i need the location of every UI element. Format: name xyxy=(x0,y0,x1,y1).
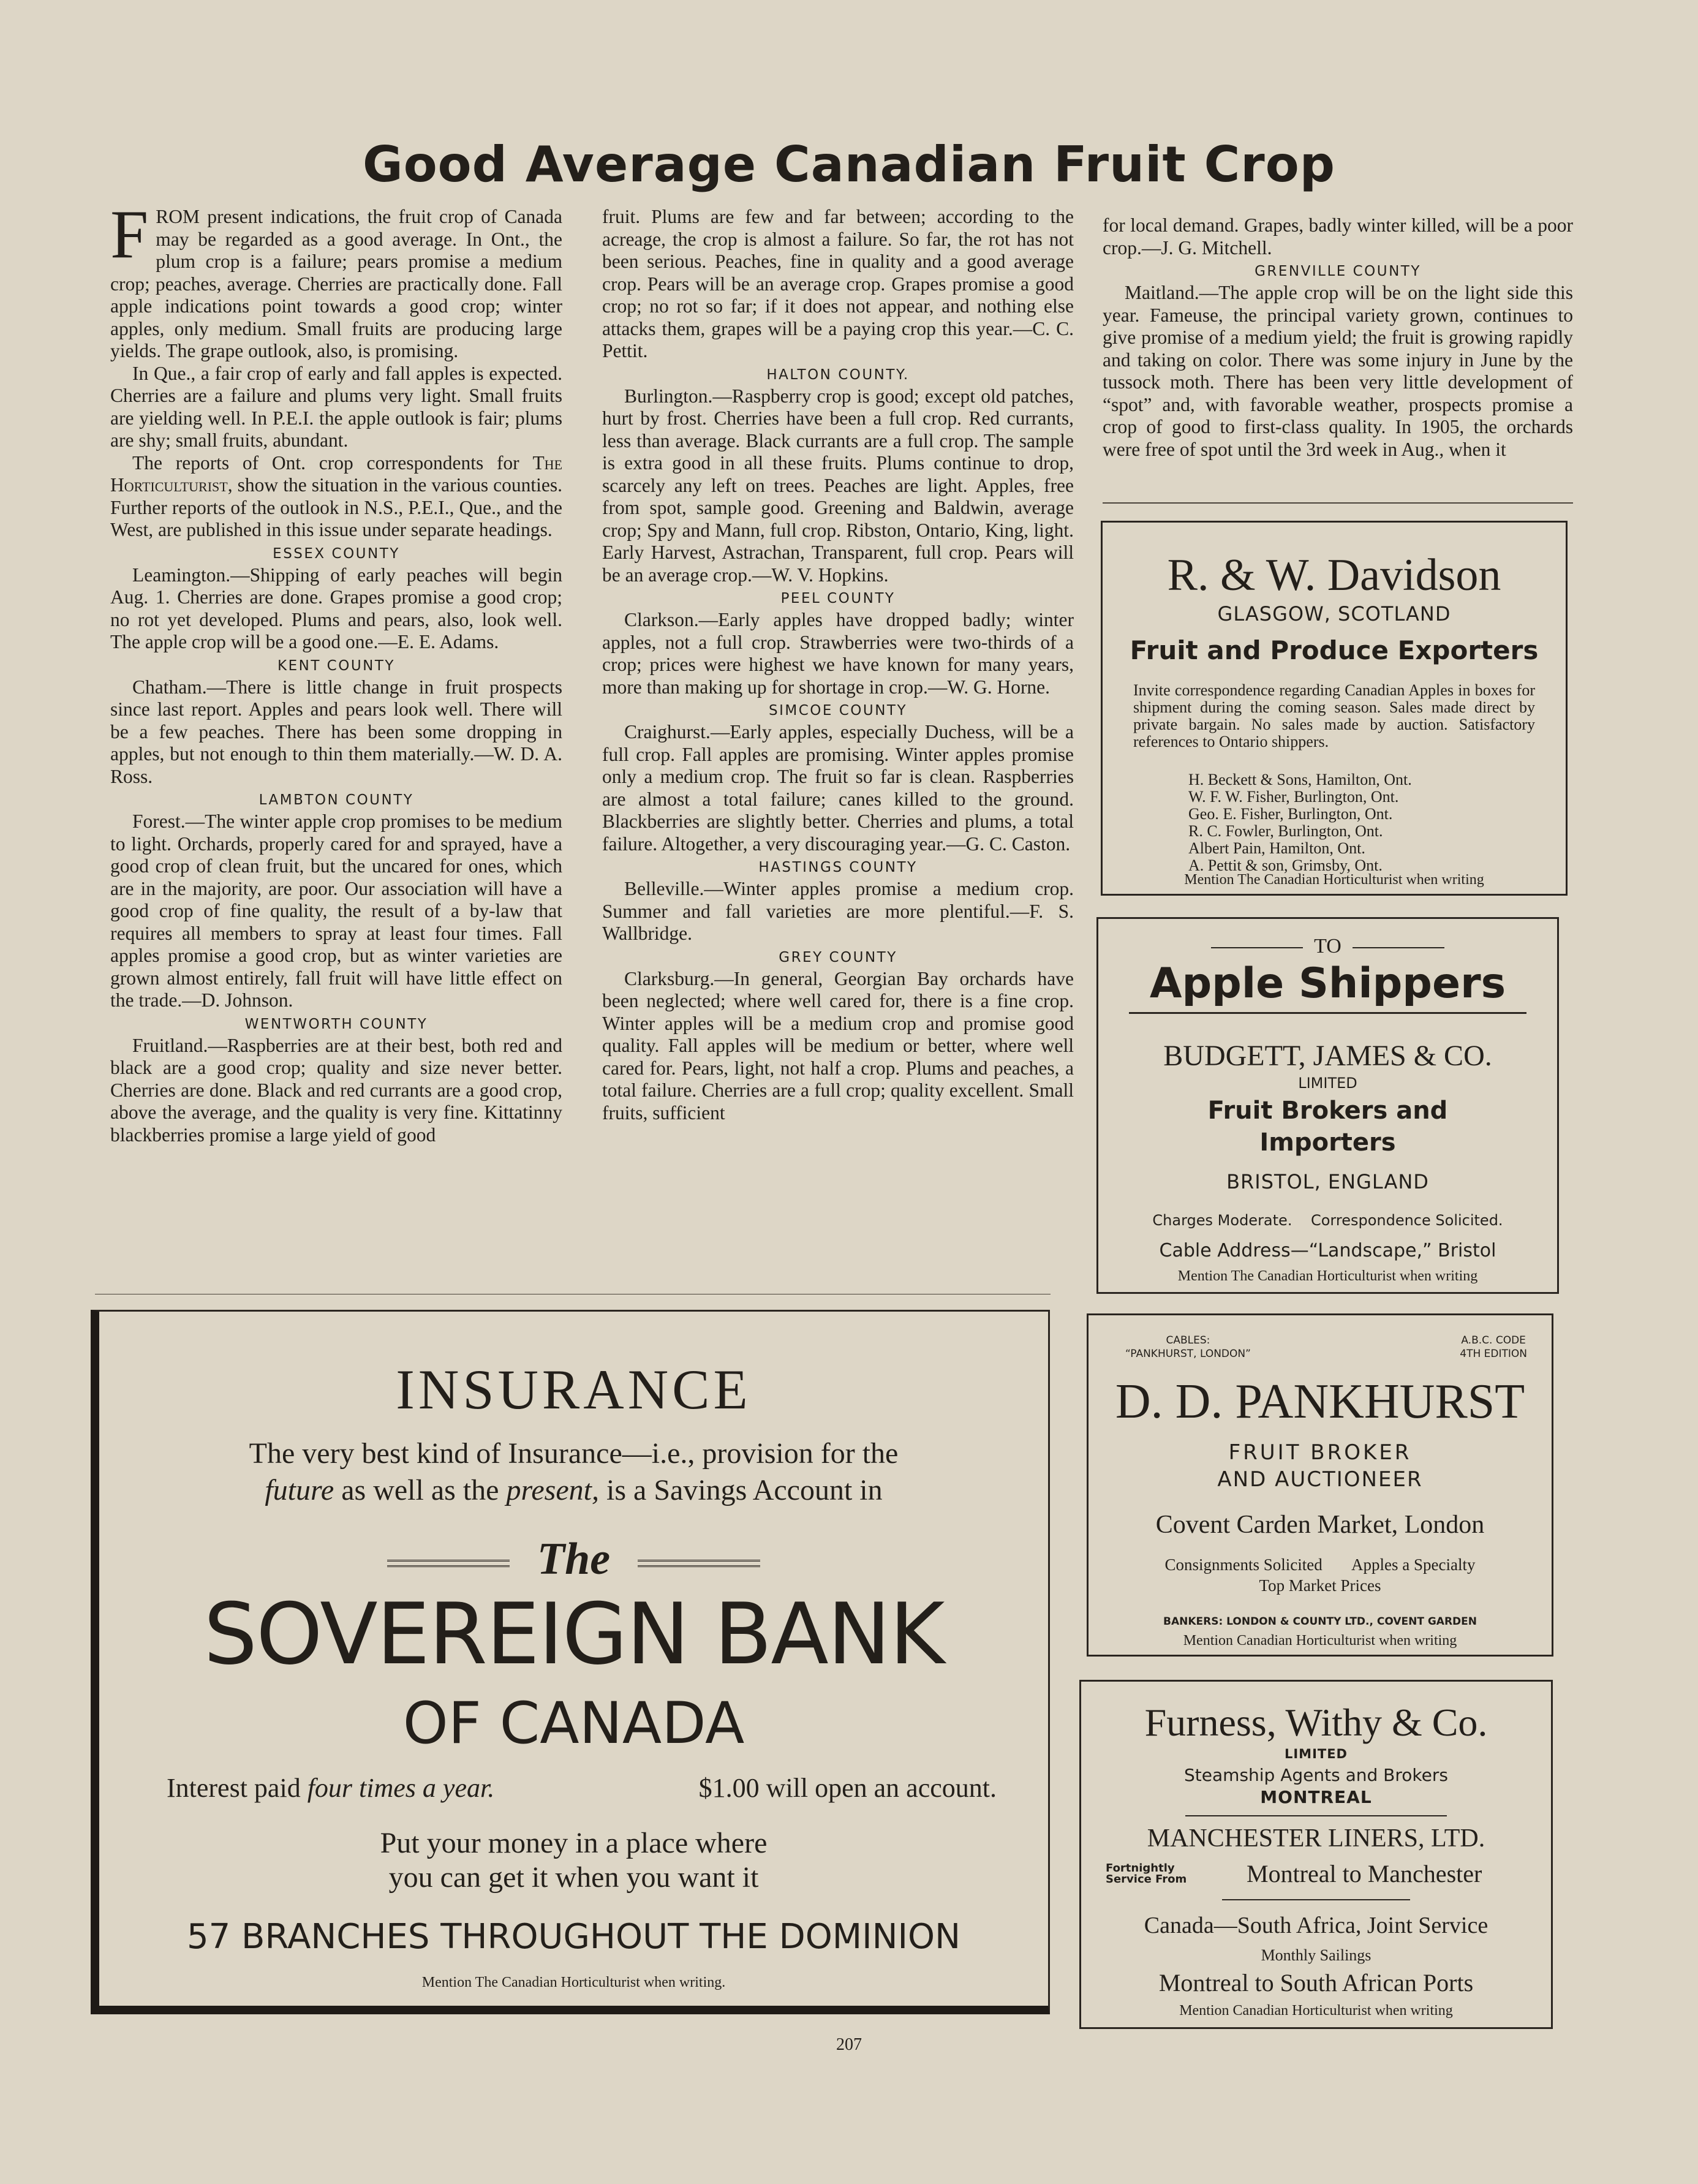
ad-davidson-tagline: Fruit and Produce Exporters xyxy=(1130,635,1539,665)
ad-budgett-limited: LIMITED xyxy=(1298,1075,1357,1092)
county-heading-grey: GREY COUNTY xyxy=(779,949,897,965)
ad-insurance-the: The xyxy=(99,1533,1048,1585)
ad-furness-name: Furness, Withy & Co. xyxy=(1144,1701,1488,1744)
ad-budgett-city: BRISTOL, ENGLAND xyxy=(1226,1170,1429,1193)
ad-insurance-open: $1.00 will open an account. xyxy=(698,1773,997,1803)
ad-pankhurst-name: D. D. PANKHURST xyxy=(1115,1375,1525,1429)
ad-pankhurst-bankers: BANKERS: LONDON & COUNTY LTD., COVENT GARDEN xyxy=(1163,1615,1477,1628)
ad-davidson-reference: W. F. W. Fisher, Burlington, Ont. xyxy=(1188,788,1399,806)
ad-furness-route: Montreal to Manchester xyxy=(1247,1860,1482,1887)
ad-insurance-line1: The very best kind of Insurance—i.e., provision for the xyxy=(249,1437,899,1470)
ad-furness-agents: Steamship Agents and Brokers xyxy=(1184,1765,1448,1785)
ad-furness-limited: LIMITED xyxy=(1284,1747,1348,1761)
county-heading-wentworth: WENTWORTH COUNTY xyxy=(244,1016,428,1032)
ad-budgett-line2: Importers xyxy=(1259,1128,1396,1157)
article-column-1 xyxy=(110,197,563,1146)
ad-furness-canada: Canada—South Africa, Joint Service xyxy=(1144,1913,1489,1938)
ad-insurance-put1: Put your money in a place where xyxy=(380,1827,768,1859)
ad-furness-city: MONTREAL xyxy=(1260,1787,1372,1807)
ad-davidson-reference: R. C. Fowler, Burlington, Ont. xyxy=(1188,822,1383,840)
ad-insurance-branches: 57 BRANCHES THROUGHOUT THE DOMINION xyxy=(186,1917,961,1957)
ad-davidson-body: Invite correspondence regarding Canadian Apples in boxes for shipment during the coming season. Sales made direct by private bargain. No sales made by auction. Satisfactory references to Ontario shippers. xyxy=(1133,681,1535,750)
ad-budgett-to: TO xyxy=(1098,935,1557,958)
ad-davidson xyxy=(1101,521,1568,896)
ad-budgett-title: Apple Shippers xyxy=(1149,959,1506,1008)
county-heading-grenville: GRENVILLE COUNTY xyxy=(1255,263,1421,279)
county-heading-hastings: HASTINGS COUNTY xyxy=(758,860,918,875)
page-number: 207 xyxy=(836,2035,862,2054)
ad-budgett-mention: Mention The Canadian Horticulturist when writing xyxy=(1177,1268,1478,1284)
county-report-grenville: Maitland.—The apple crop will be on the light side this year. Fameuse, the principal variety grown, continues to give promise of a medium yield; the fruit is growing rapidly and taking on color. There was some injury in June by the tussock moth. There has been very little development of “spot” and, with favorable weather, prospects promise a crop of good to first-class quality. In 1905, the orchards were free of spot until the 3rd week in Aug., when it xyxy=(1103,282,1573,460)
quebec-paragraph: In Que., a fair crop of early and fall apples is expected. Cherries are a failure and plums very light. Small fruits are yielding well. In P.E.I. the apple outlook is fair; plums are shy; small fruits, abundant. xyxy=(110,362,562,451)
article-column-3 xyxy=(1103,214,1573,461)
ad-davidson-reference: Albert Pain, Hamilton, Ont. xyxy=(1188,839,1365,857)
ad-insurance-mention: Mention The Canadian Horticulturist when writing. xyxy=(421,1974,726,1990)
ad-budgett-james xyxy=(1096,917,1559,1294)
ad-pankhurst-cables: CABLES: “PANKHURST, LONDON” xyxy=(1125,1334,1251,1360)
ad-furness-withy xyxy=(1079,1680,1553,2029)
county-report-lambton: Forest.—The winter apple crop promises to be medium to light. Orchards, properly cared for and sprayed, have a good crop of clean fruit, but the uncared for ones, which are in the majority, are poor. Our association will have a good crop of fine quality, the result of a by-law that requires all members to spray at least four times. Fall apples promise a good crop, but as winter varieties are grown almost entirely, fall fruit will have little effect on the trade.—D. Johnson. xyxy=(110,810,562,1011)
county-report-grey: Clarksburg.—In general, Georgian Bay orchards have been neglected; where well cared for, there is a fine crop. Winter apples will be a medium crop and promise good quality. Fall apples will be medium or better, where well cared for. Pears, light, not half a crop. Plums and peaches, a total failure. Cherries are a full crop; quality excellent. Small fruits, sufficient xyxy=(602,967,1074,1124)
ad-insurance-interest: Interest paid four times a year. xyxy=(167,1773,495,1803)
county-heading-simcoe: SIMCOE COUNTY xyxy=(768,703,908,719)
ad-insurance-title: INSURANCE xyxy=(396,1358,752,1421)
intro-paragraph: FROM present indications, the fruit crop of Canada may be regarded as a good average. In Ont., the plum crop is a failure; pears promise a medium crop; peaches, average. Cherries are practically done. Fall apple indications point towards a good crop; winter apples, only medium. Small fruits are producing large yields. The grape outlook, also, is promising. xyxy=(110,197,562,361)
continued-paragraph: fruit. Plums are few and far between; according to the acreage, the crop is almost a failure. So far, the rot has not been serious. Peaches, fine in quality and a good average crop. Pears will be an average crop. Grapes promise a good crop; no rot so far; if it does not appear, and nothing else attacks them, grapes will be a paying crop this year.—C. C. Pettit. xyxy=(602,206,1074,361)
ad-insurance-put2: you can get it when you want it xyxy=(388,1861,759,1894)
ad-pankhurst-consignments: Consignments Solicited Apples a Specialty xyxy=(1164,1555,1476,1574)
column-rule xyxy=(1103,502,1573,504)
county-heading-lambton: LAMBTON COUNTY xyxy=(258,792,414,808)
ad-davidson-mention: Mention The Canadian Horticulturist when writing xyxy=(1184,872,1484,888)
county-heading-halton: HALTON COUNTY. xyxy=(766,366,910,383)
ad-pankhurst-mention: Mention Canadian Horticulturist when writing xyxy=(1183,1633,1457,1649)
ad-furness-fortnightly: Fortnightly Service From xyxy=(1106,1862,1187,1886)
drop-cap: F xyxy=(110,197,149,273)
ad-davidson-name: R. & W. Davidson xyxy=(1167,550,1501,600)
ad-pankhurst-role1: FRUIT BROKER xyxy=(1228,1440,1412,1465)
ad-pankhurst-market: Covent Carden Market, London xyxy=(1155,1511,1485,1539)
county-report-essex: Leamington.—Shipping of early peaches will begin Aug. 1. Cherries are done. Grapes promise a good crop; no rot yet developed. Plums and pears, also, look well. The apple crop will be a good one.—E. E. Adams. xyxy=(110,564,562,652)
ad-budgett-line1: Fruit Brokers and xyxy=(1207,1097,1448,1125)
ad-insurance-line2: future as well as the present, is a Savings Account in xyxy=(265,1474,883,1506)
ad-budgett-cable: Cable Address—“Landscape,” Bristol xyxy=(1159,1240,1496,1261)
ad-budgett-firm: BUDGETT, JAMES & CO. xyxy=(1163,1040,1492,1072)
ad-pankhurst-role2: AND AUCTIONEER xyxy=(1217,1467,1423,1492)
ad-furness-mention: Mention Canadian Horticulturist when writing xyxy=(1179,2003,1453,2019)
ad-budgett-terms: Charges Moderate. Correspondence Solicited. xyxy=(1152,1212,1503,1229)
article-column-2 xyxy=(602,206,1074,1124)
county-report-halton: Burlington.—Raspberry crop is good; except old patches, hurt by frost. Cherries have been a full crop. Red currants, less than average. Black currants are a full crop. The sample is extra good in all these fruits. Plums continue to drop, scarcely any left on trees. Peaches are light. Apples, free from spot, sample good. Greening and Baldwin, average crop; Spy and Mann, full crop. Ribston, Ontario, King, light. Early Harvest, Astrachan, Transparent, full crop. Pears will be an average crop.—W. V. Hopkins. xyxy=(602,385,1074,586)
ad-davidson-reference: A. Pettit & son, Grimsby, Ont. xyxy=(1188,856,1383,874)
ad-davidson-reference: Geo. E. Fisher, Burlington, Ont. xyxy=(1188,805,1393,823)
ad-insurance-bank-name: SOVEREIGN BANK xyxy=(203,1585,944,1683)
county-report-kent: Chatham.—There is little change in fruit prospects since last report. Apples and pears look well. There will be a few peaches. There has been some dropping in apples, but not enough to thin them materially.—W. D. A. Ross. xyxy=(110,676,562,787)
county-report-hastings: Belleville.—Winter apples promise a medium crop. Summer and fall varieties are more plentiful.—F. S. Wallbridge. xyxy=(602,878,1074,944)
ad-furness-monthly: Monthly Sailings xyxy=(1261,1946,1372,1964)
county-heading-essex: ESSEX COUNTY xyxy=(273,545,400,562)
ad-pankhurst-code: A.B.C. CODE 4TH EDITION xyxy=(1460,1334,1527,1360)
county-heading-peel: PEEL COUNTY xyxy=(780,591,896,606)
ad-furness-ports: Montreal to South African Ports xyxy=(1158,1969,1474,1997)
ad-pankhurst-prices: Top Market Prices xyxy=(1259,1576,1381,1595)
continued-paragraph-3: for local demand. Grapes, badly winter killed, will be a poor crop.—J. G. Mitchell. xyxy=(1103,214,1573,259)
ad-sovereign-bank xyxy=(91,1310,1050,2014)
article-headline: Good Average Canadian Fruit Crop xyxy=(363,136,1335,193)
ad-furness-liners: MANCHESTER LINERS, LTD. xyxy=(1147,1824,1485,1853)
reports-paragraph: The reports of Ont. crop correspondents for The Horticulturist, show the situation in the various counties. Further reports of the outlook in N.S., P.E.I., Que., and the West, are published in this issue under separate headings. xyxy=(110,452,563,540)
county-report-wentworth: Fruitland.—Raspberries are at their best, both red and black are a good crop; quality and size never better. Cherries are done. Black and red currants are a good crop, above the average, and the quality is very fine. Kittatinny blackberries promise a large yield of good xyxy=(110,1034,562,1146)
ad-insurance-of-canada: OF CANADA xyxy=(402,1690,745,1757)
county-report-simcoe: Craighurst.—Early apples, especially Duchess, will be a full crop. Fall apples are promising. Winter apples promise only a medium crop. The fruit so far is clean. Raspberries are almost a total failure; canes killed to the ground. Blackberries are slightly better. Cherries and plums, a total failure. Altogether, a very discouraging year.—G. C. Caston. xyxy=(602,721,1074,855)
ad-davidson-reference: H. Beckett & Sons, Hamilton, Ont. xyxy=(1188,771,1412,788)
ad-pankhurst xyxy=(1087,1313,1553,1657)
county-heading-kent: KENT COUNTY xyxy=(277,657,395,674)
county-report-peel: Clarkson.—Early apples have dropped badly; winter apples, not a full crop. Strawberries were two-thirds of a crop; prices were highest we have known for many years, more than making up for shortage in crop.—W. G. Horne. xyxy=(602,609,1074,698)
ad-davidson-location: GLASGOW, SCOTLAND xyxy=(1217,602,1451,625)
ad-davidson-references xyxy=(1188,771,1412,874)
